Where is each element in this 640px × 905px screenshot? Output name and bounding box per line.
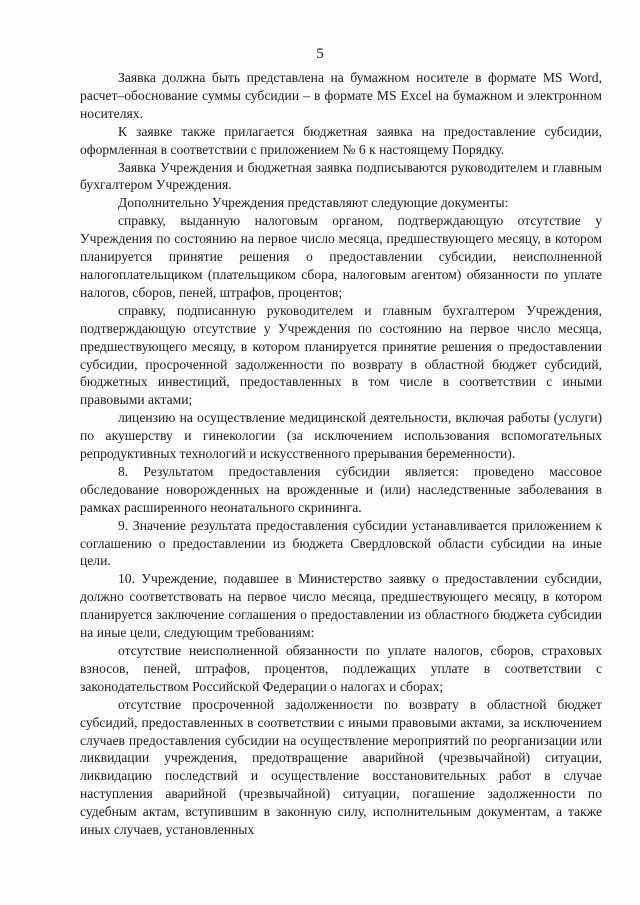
page-number: 5 xyxy=(316,46,324,62)
paragraph-submission-format: Заявка должна быть представлена на бумажном носителе в формате MS Word, расчет–обоснование суммы субсидии – в формате MS Excel на бумажном и электронном носителях. xyxy=(80,70,602,121)
document-body xyxy=(80,69,602,839)
paragraph-item-8: 8. Результатом предоставления субсидии является: проведено массовое обследование новорожденных на врожденные и (или) наследственные заболевания в рамках расширенного неонатального скрининга. xyxy=(80,463,602,515)
paragraph-additional-documents: Дополнительно Учреждения представляют следующие документы: xyxy=(118,195,509,211)
paragraph-tax-certificate: справку, выданную налоговым органом, подтверждающую отсутствие у Учреждения по состоянию на первое число месяца, предшествующего месяцу, в котором планируется принятие решения о предоставлении субсидии, неисполненной налогоплательщиком (плательщиком сбора, налоговым агентом) обязанности по уплате налогов, сборов, пеней, штрафов, процентов; xyxy=(80,213,602,300)
paragraph-debt-certificate: справку, подписанную руководителем и главным бухгалтером Учреждения, подтверждающую отсутствие у Учреждения по состоянию на первое число месяца, предшествующего месяцу, в котором планируется принятие решения о предоставлении субсидии, просроченной задолженности по возврату в областной бюджет субсидий, бюджетных инвестиций, предоставленных в том числе в соответствии с иными правовыми актами; xyxy=(80,302,602,408)
paragraph-item-10: 10. Учреждение, подавшее в Министерство заявку о предоставлении субсидии, должно соответствовать на первое число месяца, предшествующего месяцу, в котором планируется заключение соглашения о предоставлении из областного бюджета субсидии на иные цели, следующим требованиям: xyxy=(80,571,602,641)
paragraph-budget-request: К заявке также прилагается бюджетная заявка на предоставление субсидии, оформленная в соответствии с приложением № 6 к настоящему Порядку. xyxy=(80,123,602,157)
paragraph-no-tax-debt: отсутствие неисполненной обязанности по уплате налогов, сборов, страховых взносов, пеней, штрафов, процентов, подлежащих уплате в соответствии с законодательством Российской Федерации о налогах и сборах; xyxy=(80,643,602,694)
paragraph-item-9: 9. Значение результата предоставления субсидии устанавливается приложением к соглашению о предоставлении из бюджета Свердловской области субсидии на иные цели. xyxy=(80,517,602,569)
paragraph-signatures: Заявка Учреждения и бюджетная заявка подписываются руководителем и главным бухгалтером Учреждения. xyxy=(80,159,602,193)
paragraph-medical-license: лицензию на осуществление медицинской деятельности, включая работы (услуги) по акушерству и гинекологии (за исключением использования вспомогательных репродуктивных технологий и искусственного прерывания беременности). xyxy=(80,410,602,462)
paragraph-no-overdue-debt: отсутствие просроченной задолженности по возврату в областной бюджет субсидий, предоставленных в соответствии с иными правовыми актами, за исключением случаев предоставления субсидии на осуществление мероприятий по реорганизации или ликвидации учреждения, предотвращение аварийной (чрезвычайной) ситуации, ликвидацию последствий и осуществление восстановительных работ в случае наступления аварийной (чрезвычайной) ситуации, погашение задолженности по судебным актам, вступившим в законную силу, исполнительным документам, а также иных случаев, установленных xyxy=(80,696,602,838)
